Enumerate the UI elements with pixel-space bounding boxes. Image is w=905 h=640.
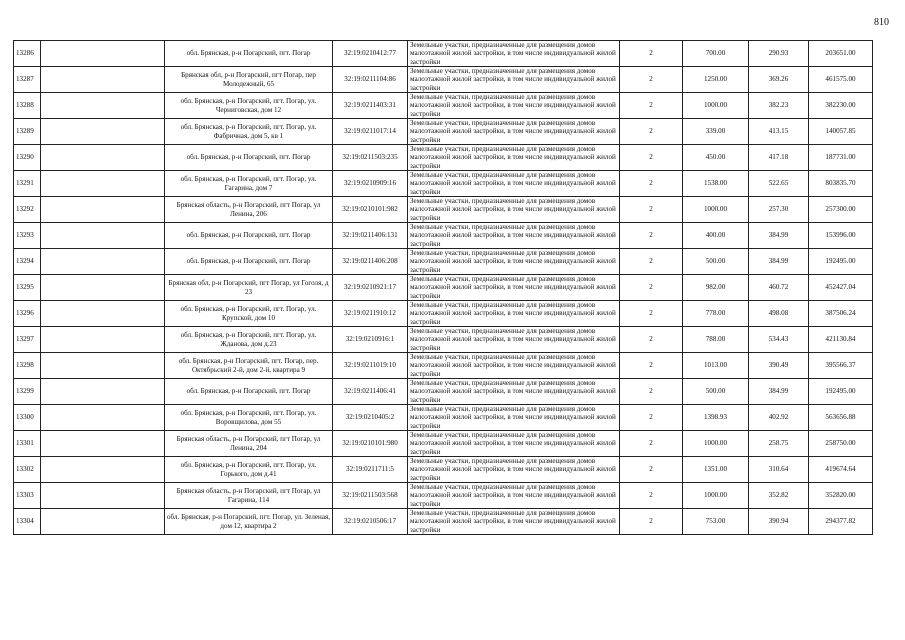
blank-cell [41,483,165,509]
address-cell: обл. Брянская, р-н Погарский, пгт. Погар, ул. Гагарина, дом 7 [165,171,333,197]
area-cell: 1000.00 [683,93,749,119]
table-row [14,379,873,405]
specific-value-cell: 417.18 [749,145,809,171]
blank-cell [41,223,165,249]
cadastral-value-cell: 387506.24 [809,301,873,327]
table-row [14,301,873,327]
category-cell: 2 [620,249,683,275]
address-cell: обл. Брянская, р-н Погарский, пгт. Погар, ул. Жданова, дом д.23 [165,327,333,353]
row-number: 13304 [14,509,41,535]
specific-value-cell: 498.08 [749,301,809,327]
table-row [14,405,873,431]
table-row [14,41,873,67]
specific-value-cell: 290.93 [749,41,809,67]
category-cell: 2 [620,67,683,93]
specific-value-cell: 384.99 [749,249,809,275]
permitted-use-cell: Земельные участки, предназначенные для размещения домов малоэтажной жилой застройки, в том числе индивидуальной жилой застройки [408,379,620,405]
area-cell: 778.00 [683,301,749,327]
cadastral-value-cell: 419674.64 [809,457,873,483]
table-row [14,93,873,119]
address-cell: обл. Брянская, р-н Погарский, пгт. Погар, ул. Горького, дом д.41 [165,457,333,483]
cadastral-value-cell: 192495.00 [809,379,873,405]
address-cell: обл. Брянская, р-н Погарский, пгт. Погар [165,249,333,275]
area-cell: 982.00 [683,275,749,301]
row-number: 13300 [14,405,41,431]
specific-value-cell: 257.30 [749,197,809,223]
cadastral-number-cell: 32:19:0211017:14 [333,119,408,145]
row-number: 13297 [14,327,41,353]
area-cell: 339.00 [683,119,749,145]
area-cell: 500.00 [683,379,749,405]
area-cell: 500.00 [683,249,749,275]
address-cell: обл. Брянская, р-н Погарский, пгт. Погар [165,379,333,405]
address-cell: Брянская обл, р-н Погарский, пгт Погар, пер Молодежный, 65 [165,67,333,93]
address-cell: обл. Брянская, р-н Погарский, пгт. Погар [165,145,333,171]
area-cell: 400.00 [683,223,749,249]
cadastral-value-cell: 803835.70 [809,171,873,197]
cadastral-number-cell: 32:19:0211910:12 [333,301,408,327]
blank-cell [41,275,165,301]
permitted-use-cell: Земельные участки, предназначенные для размещения домов малоэтажной жилой застройки, в том числе индивидуальной жилой застройки [408,119,620,145]
address-cell: обл. Брянская, р-н Погарский, пгт. Погар, ул. Фабричная, дом 5, кв 1 [165,119,333,145]
address-cell: обл. Брянская, р-н Погарский, пгт. Погар, ул. Воровщилова, дом 55 [165,405,333,431]
permitted-use-cell: Земельные участки, предназначенные для размещения домов малоэтажной жилой застройки, в том числе индивидуальной жилой застройки [408,145,620,171]
cadastral-value-cell: 421130.84 [809,327,873,353]
permitted-use-cell: Земельные участки, предназначенные для размещения домов малоэтажной жилой застройки, в том числе индивидуальной жилой застройки [408,223,620,249]
cadastral-value-cell: 257300.00 [809,197,873,223]
permitted-use-cell: Земельные участки, предназначенные для размещения домов малоэтажной жилой застройки, в том числе индивидуальной жилой застройки [408,67,620,93]
specific-value-cell: 413.15 [749,119,809,145]
cadastral-value-cell: 153996.00 [809,223,873,249]
area-cell: 1538.00 [683,171,749,197]
address-cell: обл. Брянская, р-н Погарский, пгт. Погар [165,223,333,249]
table-row [14,145,873,171]
permitted-use-cell: Земельные участки, предназначенные для размещения домов малоэтажной жилой застройки, в том числе индивидуальной жилой застройки [408,197,620,223]
cadastral-number-cell: 32:19:0211406:131 [333,223,408,249]
cadastral-value-cell: 192495.00 [809,249,873,275]
specific-value-cell: 258.75 [749,431,809,457]
cadastral-number-cell: 32:19:0211406:208 [333,249,408,275]
permitted-use-cell: Земельные участки, предназначенные для размещения домов малоэтажной жилой застройки, в том числе индивидуальной жилой застройки [408,41,620,67]
table-row [14,509,873,535]
row-number: 13291 [14,171,41,197]
cadastral-number-cell: 32:19:0210412:77 [333,41,408,67]
specific-value-cell: 384.99 [749,379,809,405]
specific-value-cell: 390.49 [749,353,809,379]
cadastral-number-cell: 32:19:0210405:2 [333,405,408,431]
area-cell: 450.00 [683,145,749,171]
area-cell: 1013.00 [683,353,749,379]
cadastral-value-cell: 140057.85 [809,119,873,145]
specific-value-cell: 369.26 [749,67,809,93]
category-cell: 2 [620,145,683,171]
area-cell: 1000.00 [683,431,749,457]
permitted-use-cell: Земельные участки, предназначенные для размещения домов малоэтажной жилой застройки, в том числе индивидуальной жилой застройки [408,353,620,379]
cadastral-number-cell: 32:19:0210101:982 [333,197,408,223]
category-cell: 2 [620,197,683,223]
cadastral-value-cell: 395566.37 [809,353,873,379]
blank-cell [41,509,165,535]
permitted-use-cell: Земельные участки, предназначенные для размещения домов малоэтажной жилой застройки, в том числе индивидуальной жилой застройки [408,509,620,535]
blank-cell [41,249,165,275]
table-row [14,353,873,379]
row-number: 13290 [14,145,41,171]
cadastral-number-cell: 32:19:0211104:86 [333,67,408,93]
specific-value-cell: 310.64 [749,457,809,483]
table-row [14,457,873,483]
row-number: 13288 [14,93,41,119]
cadastral-value-cell: 461575.00 [809,67,873,93]
category-cell: 2 [620,223,683,249]
blank-cell [41,353,165,379]
table-body [14,41,873,535]
category-cell: 2 [620,405,683,431]
specific-value-cell: 460.72 [749,275,809,301]
address-cell: обл. Брянская, р-н Погарский, пгт. Погар, ул. Крупской, дом 10 [165,301,333,327]
permitted-use-cell: Земельные участки, предназначенные для размещения домов малоэтажной жилой застройки, в том числе индивидуальной жилой застройки [408,171,620,197]
area-cell: 1250.00 [683,67,749,93]
table-row [14,197,873,223]
table-row [14,275,873,301]
row-number: 13292 [14,197,41,223]
cadastral-number-cell: 32:19:0210506:17 [333,509,408,535]
category-cell: 2 [620,431,683,457]
cadastral-number-cell: 32:19:0211503:235 [333,145,408,171]
blank-cell [41,197,165,223]
table-row [14,67,873,93]
permitted-use-cell: Земельные участки, предназначенные для размещения домов малоэтажной жилой застройки, в том числе индивидуальной жилой застройки [408,249,620,275]
row-number: 13303 [14,483,41,509]
cadastral-number-cell: 32:19:0210921:17 [333,275,408,301]
area-cell: 1000.00 [683,483,749,509]
table-row [14,171,873,197]
address-cell: Брянская область, р-н Погарский, пгт Погар, ул Ленина, 206 [165,197,333,223]
blank-cell [41,379,165,405]
address-cell: обл. Брянская, р-н Погарский, пгт. Погар, пер. Октябрьский 2-й, дом 2-й, квартира 9 [165,353,333,379]
specific-value-cell: 402.92 [749,405,809,431]
specific-value-cell: 534.43 [749,327,809,353]
address-cell: обл. Брянская, р-н Погарский, пгт. Погар, ул. Черниговская, дом 12 [165,93,333,119]
table-row [14,119,873,145]
specific-value-cell: 352.82 [749,483,809,509]
area-cell: 788.00 [683,327,749,353]
category-cell: 2 [620,353,683,379]
cadastral-value-cell: 294377.82 [809,509,873,535]
specific-value-cell: 522.65 [749,171,809,197]
row-number: 13287 [14,67,41,93]
row-number: 13294 [14,249,41,275]
blank-cell [41,145,165,171]
cadastral-number-cell: 32:19:0210916:1 [333,327,408,353]
category-cell: 2 [620,327,683,353]
address-cell: Брянская обл, р-н Погарский, пгт Погар, ул Гоголя, д 23 [165,275,333,301]
cadastral-number-cell: 32:19:0210101:980 [333,431,408,457]
permitted-use-cell: Земельные участки, предназначенные для размещения домов малоэтажной жилой застройки, в том числе индивидуальной жилой застройки [408,431,620,457]
category-cell: 2 [620,301,683,327]
area-cell: 1000.00 [683,197,749,223]
row-number: 13302 [14,457,41,483]
row-number: 13299 [14,379,41,405]
category-cell: 2 [620,457,683,483]
address-cell: обл. Брянская, р-н Погарский, пгт. Погар [165,41,333,67]
category-cell: 2 [620,483,683,509]
blank-cell [41,171,165,197]
blank-cell [41,301,165,327]
cadastral-number-cell: 32:19:0211406:41 [333,379,408,405]
blank-cell [41,327,165,353]
permitted-use-cell: Земельные участки, предназначенные для размещения домов малоэтажной жилой застройки, в том числе индивидуальной жилой застройки [408,405,620,431]
blank-cell [41,67,165,93]
specific-value-cell: 384.99 [749,223,809,249]
area-cell: 700.00 [683,41,749,67]
specific-value-cell: 390.94 [749,509,809,535]
blank-cell [41,431,165,457]
cadastral-number-cell: 32:19:0211403:31 [333,93,408,119]
table-row [14,249,873,275]
cadastral-value-cell: 203651.00 [809,41,873,67]
permitted-use-cell: Земельные участки, предназначенные для размещения домов малоэтажной жилой застройки, в том числе индивидуальной жилой застройки [408,93,620,119]
category-cell: 2 [620,275,683,301]
cadastral-value-cell: 382230.00 [809,93,873,119]
row-number: 13301 [14,431,41,457]
cadastral-number-cell: 32:19:0211503:568 [333,483,408,509]
permitted-use-cell: Земельные участки, предназначенные для размещения домов малоэтажной жилой застройки, в том числе индивидуальной жилой застройки [408,275,620,301]
row-number: 13289 [14,119,41,145]
blank-cell [41,41,165,67]
permitted-use-cell: Земельные участки, предназначенные для размещения домов малоэтажной жилой застройки, в том числе индивидуальной жилой застройки [408,483,620,509]
table-row [14,327,873,353]
table-row [14,431,873,457]
permitted-use-cell: Земельные участки, предназначенные для размещения домов малоэтажной жилой застройки, в том числе индивидуальной жилой застройки [408,327,620,353]
cadastral-value-cell: 258750.00 [809,431,873,457]
category-cell: 2 [620,93,683,119]
blank-cell [41,93,165,119]
cadastral-value-cell: 452427.04 [809,275,873,301]
category-cell: 2 [620,41,683,67]
cadastral-number-cell: 32:19:0210909:16 [333,171,408,197]
row-number: 13293 [14,223,41,249]
cadastral-number-cell: 32:19:0211019:10 [333,353,408,379]
table-row [14,223,873,249]
blank-cell [41,457,165,483]
category-cell: 2 [620,171,683,197]
address-cell: обл. Брянская, р-н Погарский, пгт. Погар, ул. Зеленая, дом 12, квартира 2 [165,509,333,535]
cadastral-value-cell: 187731.00 [809,145,873,171]
row-number: 13295 [14,275,41,301]
land-register-table [13,40,873,535]
cadastral-value-cell: 563656.88 [809,405,873,431]
category-cell: 2 [620,119,683,145]
permitted-use-cell: Земельные участки, предназначенные для размещения домов малоэтажной жилой застройки, в том числе индивидуальной жилой застройки [408,301,620,327]
area-cell: 753.00 [683,509,749,535]
blank-cell [41,119,165,145]
permitted-use-cell: Земельные участки, предназначенные для размещения домов малоэтажной жилой застройки, в том числе индивидуальной жилой застройки [408,457,620,483]
address-cell: Брянская область, р-н Погарский, пгт Погар, ул Ленина, 204 [165,431,333,457]
area-cell: 1398.93 [683,405,749,431]
table-row [14,483,873,509]
category-cell: 2 [620,509,683,535]
area-cell: 1351.00 [683,457,749,483]
address-cell: Брянская область, р-н Погарский, пгт Погар, ул Гагарина, 114 [165,483,333,509]
specific-value-cell: 382.23 [749,93,809,119]
row-number: 13286 [14,41,41,67]
cadastral-number-cell: 32:19:0211711:5 [333,457,408,483]
page-number: 810 [874,17,889,28]
blank-cell [41,405,165,431]
cadastral-value-cell: 352820.00 [809,483,873,509]
row-number: 13296 [14,301,41,327]
row-number: 13298 [14,353,41,379]
category-cell: 2 [620,379,683,405]
